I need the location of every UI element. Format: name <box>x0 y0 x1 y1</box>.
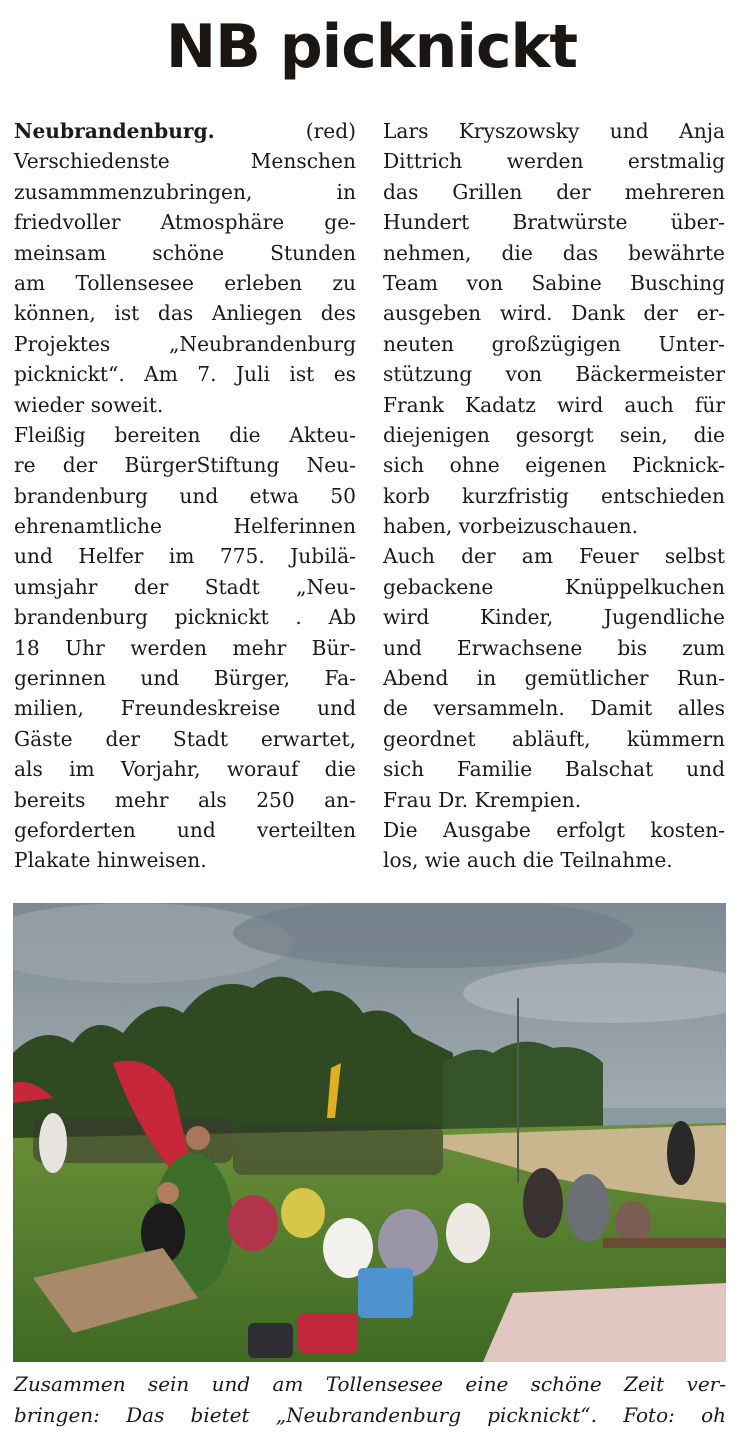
article-text-line: bereits mehr als 250 an- <box>14 787 356 812</box>
article-text-line: picknickt“. Am 7. Juli ist es <box>14 362 356 387</box>
article-text-line: diejenigen gesorgt sein, die <box>383 422 725 447</box>
article-text-line: korb kurzfristig entschieden <box>383 483 725 508</box>
article-text-line: sich Familie Balschat und <box>383 757 725 782</box>
article-text-line: wieder soweit. <box>14 392 164 417</box>
article-text-line: ehrenamtliche Helferinnen <box>14 514 356 539</box>
article-text-line: zusammmenzubringen, in <box>14 179 356 204</box>
dateline-row <box>14 116 356 146</box>
article-column-right <box>383 116 725 876</box>
article-text-line: ausgeben wird. Dank der er- <box>383 301 725 326</box>
article-text-line: sich ohne eigenen Picknick- <box>383 453 725 478</box>
article-text-line: geordnet abläuft, kümmern <box>383 726 725 751</box>
article-text-line: re der BürgerStiftung Neu- <box>14 453 356 478</box>
caption-line: Zusammen sein und am Tollensesee eine schöne Zeit ver- <box>14 1372 726 1396</box>
article-text-line: Lars Kryszowsky und Anja <box>383 119 725 143</box>
article-text-line: gebackene Knüppelkuchen <box>383 574 725 599</box>
article-text-line: haben, vorbeizuschauen. <box>383 514 638 539</box>
headline: NB picknickt <box>165 12 578 82</box>
article-text-line: und Helfer im 775. Jubilä- <box>14 544 356 569</box>
picnic-photo <box>13 903 726 1362</box>
byline: (red) <box>305 119 356 143</box>
photo-caption <box>14 1369 726 1431</box>
article-text-line: geforderten und verteilten <box>14 817 356 842</box>
article-text-line: Auch der am Feuer selbst <box>383 544 725 569</box>
picnic-photo-illustration <box>13 903 726 1362</box>
dateline: Neubrandenburg. <box>14 119 215 143</box>
article-text-line: Frank Kadatz wird auch für <box>383 392 725 417</box>
article-text-line: los, wie auch die Teilnahme. <box>383 848 673 873</box>
article-text-line: Dittrich werden erstmalig <box>383 149 725 174</box>
article-text-line: Gäste der Stadt erwartet, <box>14 726 356 751</box>
article-text-line: friedvoller Atmosphäre ge- <box>14 210 356 235</box>
article-text-line: Plakate hinweisen. <box>14 848 207 873</box>
article-text-line: brandenburg picknickt . Ab <box>14 605 356 630</box>
cooler-box <box>358 1268 413 1318</box>
article-text-line: Verschiedenste Menschen <box>14 149 356 174</box>
article-text-line: das Grillen der mehreren <box>383 179 725 204</box>
article-text-line: wird Kinder, Jugendliche <box>383 605 725 630</box>
caption-line: bringen: Das bietet „Neubrandenburg picknickt“. Foto: oh <box>14 1403 726 1427</box>
article-text-line: Team von Sabine Busching <box>383 270 725 295</box>
article-text-line: gerinnen und Bürger, Fa- <box>14 666 356 691</box>
article-text-line: brandenburg und etwa 50 <box>14 483 356 508</box>
article-text-line: de versammeln. Damit alles <box>383 696 725 721</box>
left-column-text <box>14 146 356 875</box>
article-text-line: Abend in gemütlicher Run- <box>383 666 725 691</box>
article-text-line: und Erwachsene bis zum <box>383 635 725 660</box>
right-column-text <box>383 116 725 876</box>
article-text-line: 18 Uhr werden mehr Bür- <box>14 635 356 660</box>
article-text-line: umsjahr der Stadt „Neu- <box>14 574 356 599</box>
article-text-line: können, ist das Anliegen des <box>14 301 356 326</box>
article-text-line: meinsam schöne Stunden <box>14 240 356 265</box>
article-text-line: Hundert Bratwürste über- <box>383 210 725 235</box>
article-text-line: Die Ausgabe erfolgt kosten- <box>383 817 725 842</box>
article-text-line: stützung von Bäckermeister <box>383 362 725 387</box>
article-text-line: nehmen, die das bewährte <box>383 240 725 265</box>
article-text-line: Fleißig bereiten die Akteu- <box>14 422 356 447</box>
article-text-line: Frau Dr. Krempien. <box>383 787 582 812</box>
article-text-line: am Tollensesee erleben zu <box>14 270 356 295</box>
article-column-left <box>14 116 356 876</box>
article-text-line: milien, Freundeskreise und <box>14 696 356 721</box>
article-text-line: als im Vorjahr, worauf die <box>14 757 356 782</box>
article-text-line: Projektes „Neubrandenburg <box>14 331 356 356</box>
article-text-line: neuten großzügigen Unter- <box>383 331 725 356</box>
